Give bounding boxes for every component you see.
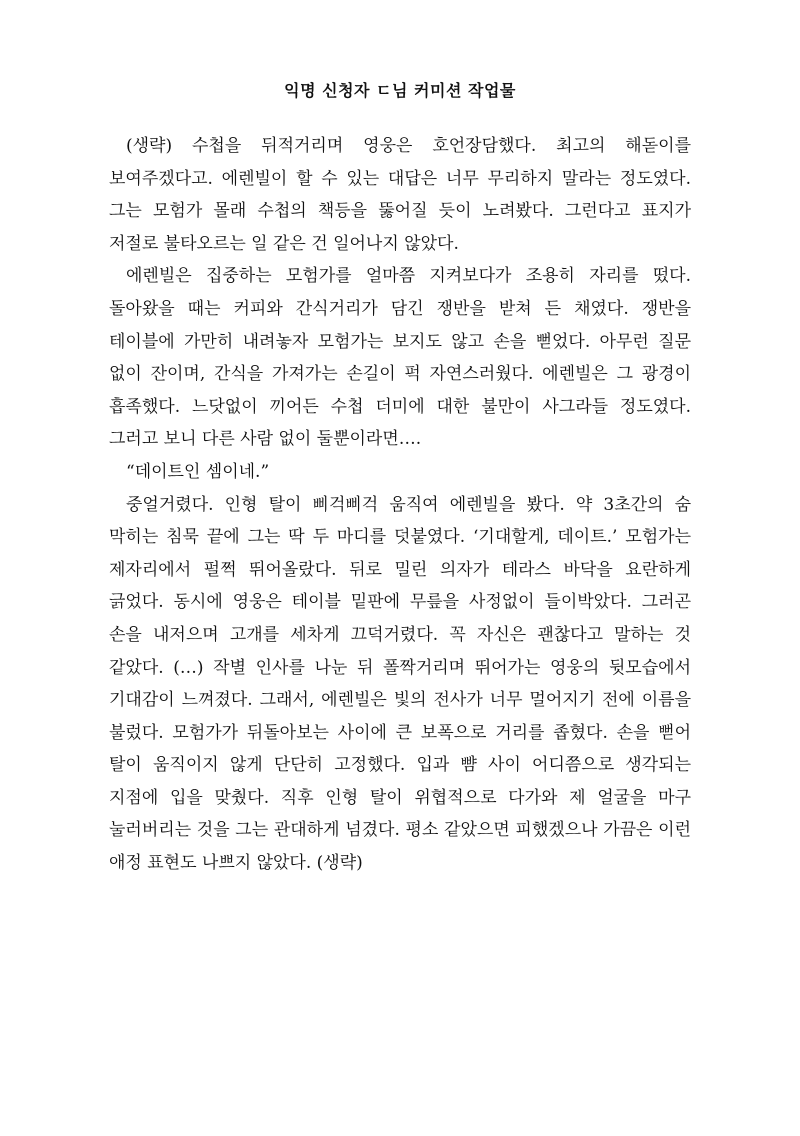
paragraph: 중얼거렸다. 인형 탈이 삐걱삐걱 움직여 에렌빌을 봤다. 약 3초간의 숨 막히는 침묵 끝에 그는 딱 두 마디를 덧붙였다. ‘기대할게, 데이트.’ 모험가는 제자리에서 펄쩍 뛰어올랐다. 뒤로 밀린 의자가 테라스 바닥을 요란하게 긁었다. 동시에 영웅은 테이블 밑판에 무릎을 사정없이 들이박았다. 그러곤 손을 내저으며 고개를 세차게 끄덕거렸다. 꼭 자신은 괜찮다고 말하는 것 같았다. (…) 작별 인사를 나눈 뒤 폴짝거리며 뛰어가는 영웅의 뒷모습에서 기대감이 느껴졌다. 그래서, 에렌빌은 빛의 전사가 너무 멀어지기 전에 이름을 불렀다. 모험가가 뒤돌아보는 사이에 큰 보폭으로 거리를 좁혔다. 손을 뻗어 탈이 움직이지 않게 단단히 고정했다. 입과 뺨 사이 어디쯤으로 생각되는 지점에 입을 맞췄다. 직후 인형 탈이 위협적으로 다가와 제 얼굴을 마구 눌러버리는 것을 그는 관대하게 넘겼다. 평소 같았으면 피했겠으나 가끔은 이런 애정 표현도 나쁘지 않았다. (생략) [109, 494, 691, 874]
document-body [109, 130, 691, 880]
paragraph: “데이트인 셈이네.” [126, 461, 270, 482]
document-title: 익명 신청자 ㄷ님 커미션 작업물 [284, 81, 516, 100]
paragraph: 에렌빌은 집중하는 모험가를 얼마쯤 지켜보다가 조용히 자리를 떴다. 돌아왔을 때는 커피와 간식거리가 담긴 쟁반을 받쳐 든 채였다. 쟁반을 테이블에 가만히 내려놓자 모험가는 보지도 않고 손을 뻗었다. 아무런 질문 없이 잔이며, 간식을 가져가는 손길이 퍽 자연스러웠다. 에렌빌은 그 광경이 흡족했다. 느닷없이 끼어든 수첩 더미에 대한 불만이 사그라들 정도였다. 그러고 보니 다른 사람 없이 둘뿐이라면…. [109, 266, 691, 450]
paragraph: (생략) 수첩을 뒤적거리며 영웅은 호언장담했다. 최고의 해돋이를 보여주겠다고. 에렌빌이 할 수 있는 대답은 너무 무리하지 말라는 정도였다. 그는 모험가 몰래 수첩의 책등을 뚫어질 듯이 노려봤다. 그런다고 표지가 저절로 불타오르는 일 같은 건 일어나지 않았다. [109, 136, 691, 254]
